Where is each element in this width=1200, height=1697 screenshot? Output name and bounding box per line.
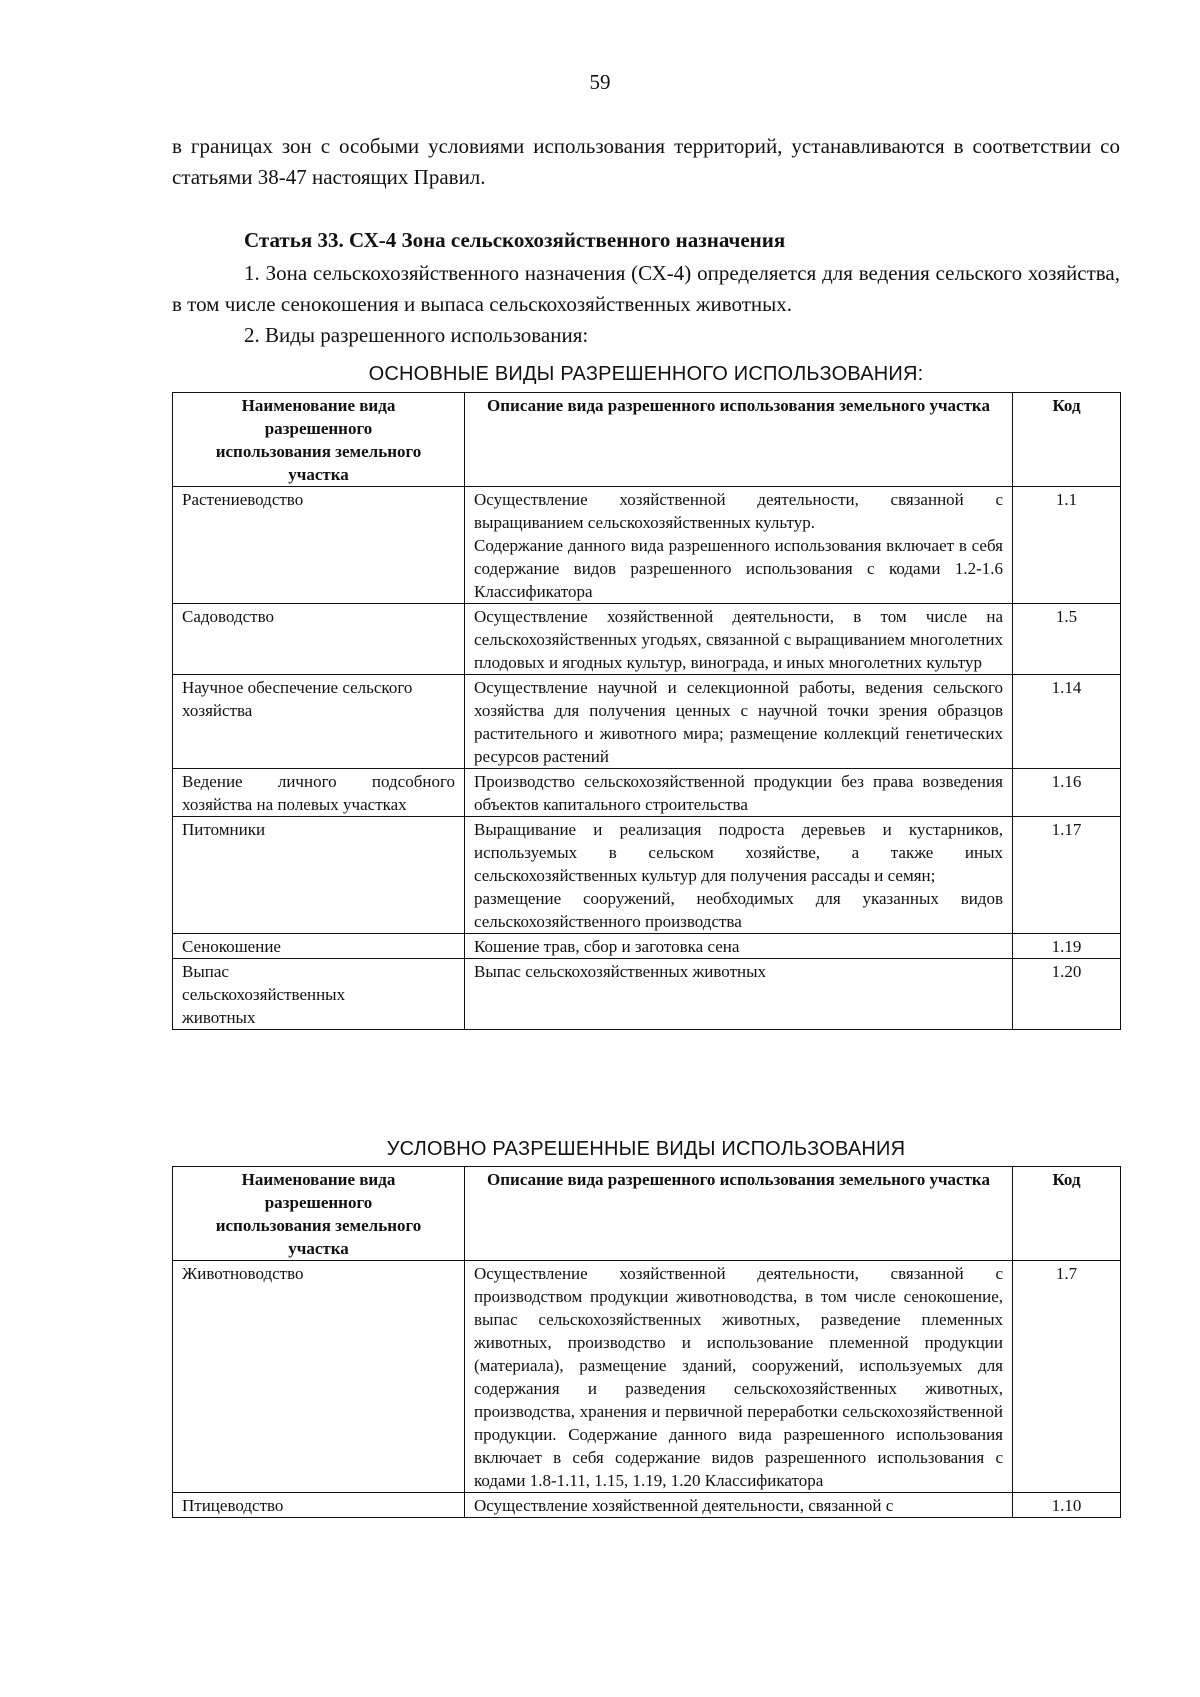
row-description: Осуществление хозяйственной деятельности, связанной с выращиванием сельскохозяйственных культур. Содержание данного вида разрешенного использования включает в себя содержание видов разрешенного использования с кодами 1.2-1.6 Классификатора [465, 487, 1013, 604]
header-code: Код [1013, 1167, 1121, 1261]
row-name: Садоводство [173, 604, 465, 675]
row-code: 1.10 [1013, 1493, 1121, 1518]
row-name: Питомники [173, 817, 465, 934]
main-uses-table [172, 392, 1121, 1030]
row-description: Выращивание и реализация подроста деревьев и кустарников, используемых в сельском хозяйстве, а также иных сельскохозяйственных культур для получения рассады и семян; размещение сооружений, необходимых для указанных видов сельскохозяйственного производства [465, 817, 1013, 934]
table-row [173, 817, 1121, 934]
table-row [173, 934, 1121, 959]
row-name: Выпас сельскохозяйственных животных [173, 959, 465, 1030]
header-name: Наименование вида разрешенного использования земельного участка [173, 1167, 465, 1261]
row-description: Осуществление научной и селекционной работы, ведения сельского хозяйства для получения ценных с научной точки зрения образцов растительного и животного мира; размещение коллекций генетических ресурсов растений [465, 675, 1013, 769]
row-name: Научное обеспечение сельского хозяйства [173, 675, 465, 769]
row-description: Осуществление хозяйственной деятельности, связанной с производством продукции животноводства, в том числе сенокошение, выпас сельскохозяйственных животных, разведение племенных животных, производство и использование племенной продукции (материала), размещение зданий, сооружений, используемых для содержания и разведения сельскохозяйственных животных, производства, хранения и первичной переработки сельскохозяйственной продукции. Содержание данного вида разрешенного использования включает в себя содержание видов разрешенного использования с кодами 1.8-1.11, 1.15, 1.19, 1.20 Классификатора [465, 1261, 1013, 1493]
table-row [173, 959, 1121, 1030]
row-code: 1.14 [1013, 675, 1121, 769]
point-1-paragraph: 1. Зона сельскохозяйственного назначения (СХ-4) определяется для ведения сельского хозяйства, в том числе сенокошения и выпаса сельскохозяйственных животных. [172, 261, 1120, 316]
table-row [173, 487, 1121, 604]
table-row [173, 604, 1121, 675]
row-description: Производство сельскохозяйственной продукции без права возведения объектов капитального строительства [465, 769, 1013, 817]
row-description: Осуществление хозяйственной деятельности, в том числе на сельскохозяйственных угодьях, связанной с выращиванием многолетних плодовых и ягодных культур, винограда, и иных многолетних культур [465, 604, 1013, 675]
row-name: Растениеводство [173, 487, 465, 604]
row-code: 1.17 [1013, 817, 1121, 934]
row-code: 1.7 [1013, 1261, 1121, 1493]
header-description: Описание вида разрешенного использования земельного участка [465, 1167, 1013, 1261]
page-number: 59 [589, 70, 611, 94]
row-code: 1.20 [1013, 959, 1121, 1030]
row-description: Кошение трав, сбор и заготовка сена [465, 934, 1013, 959]
intro-paragraph: в границах зон с особыми условиями использования территорий, устанавливаются в соответствии со статьями 38-47 настоящих Правил. [172, 134, 1120, 189]
table-row [173, 675, 1121, 769]
article-title: Статья 33. СХ-4 Зона сельскохозяйственного назначения [244, 228, 786, 252]
table-row [173, 1493, 1121, 1518]
row-code: 1.16 [1013, 769, 1121, 817]
row-description: Выпас сельскохозяйственных животных [465, 959, 1013, 1030]
header-code: Код [1013, 393, 1121, 487]
row-code: 1.19 [1013, 934, 1121, 959]
row-name: Животноводство [173, 1261, 465, 1493]
point-2-paragraph: 2. Виды разрешенного использования: [244, 323, 589, 347]
header-name: Наименование вида разрешенного использования земельного участка [173, 393, 465, 487]
header-description: Описание вида разрешенного использования земельного участка [465, 393, 1013, 487]
row-description: Осуществление хозяйственной деятельности, связанной с [465, 1493, 1013, 1518]
row-code: 1.5 [1013, 604, 1121, 675]
row-code: 1.1 [1013, 487, 1121, 604]
conditional-uses-table [172, 1166, 1121, 1518]
table-header-row [173, 1167, 1121, 1261]
row-name: Птицеводство [173, 1493, 465, 1518]
row-name: Сенокошение [173, 934, 465, 959]
conditional-uses-title: УСЛОВНО РАЗРЕШЕННЫЕ ВИДЫ ИСПОЛЬЗОВАНИЯ [386, 1138, 906, 1160]
table-row [173, 769, 1121, 817]
row-name: Ведение личного подсобного хозяйства на полевых участках [173, 769, 465, 817]
table-row [173, 1261, 1121, 1493]
main-uses-title: ОСНОВНЫЕ ВИДЫ РАЗРЕШЕННОГО ИСПОЛЬЗОВАНИЯ: [368, 363, 924, 385]
table-header-row [173, 393, 1121, 487]
